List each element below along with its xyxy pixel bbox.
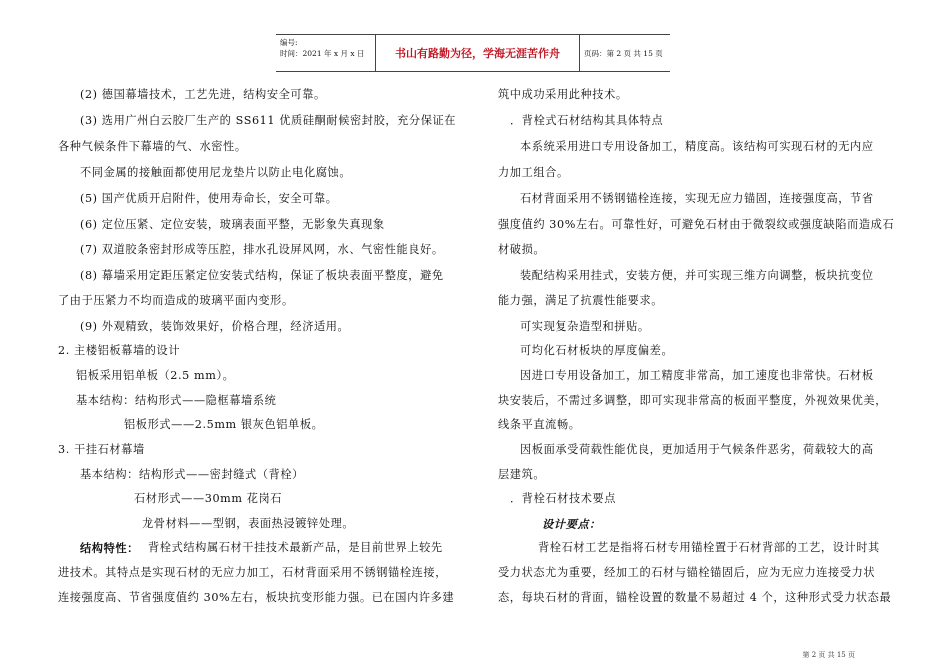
text-line: (3) 选用广州白云胶厂生产的 SS611 优质硅酮耐候密封胶，充分保证在 — [80, 114, 457, 127]
text-line: 能力强，满足了抗震性能要求。 — [498, 294, 664, 307]
text-line: 各种气候条件下幕墙的气、水密性。 — [58, 140, 247, 153]
text-line: 基本结构：结构形式——密封缝式（背栓） — [80, 468, 304, 481]
text-line: (6) 定位压紧、定位安装，玻璃表面平整，无影象失真现象 — [80, 218, 385, 231]
text-line: 石材背面采用不锈钢锚栓连接，实现无应力锚固，连接强度高，节省 — [520, 192, 874, 205]
section-heading: ．背栓式石材结构其具体特点 — [510, 114, 664, 127]
text-line: 因进口专用设备加工，加工精度非常高，加工速度也非常快。石材板 — [520, 369, 874, 382]
text-line: 强度值约 30%左右。可靠性好，可避免石材由于微裂纹或强度缺陷而造成石 — [498, 218, 895, 231]
text-line: (9) 外观精致，装饰效果好，价格合理，经济适用。 — [80, 320, 350, 333]
text-line: 受力状态尤为重要，经加工的石材与锚栓锚固后，应为无应力连接受力状 — [498, 566, 876, 579]
text-line: 龙骨材料——型钢，表面热浸镀锌处理。 — [142, 517, 355, 530]
text-line: (2) 德国幕墙技术，工艺先进，结构安全可靠。 — [80, 88, 326, 101]
text-line: 块安装后，不需过多调整，即可实现非常高的板面平整度，外视效果优美， — [498, 394, 887, 407]
text-line: 可均化石材板块的厚度偏差。 — [520, 344, 674, 357]
header-meta — [276, 35, 376, 71]
text-line: 不同金属的接触面都使用尼龙垫片以防止电化腐蚀。 — [80, 166, 352, 179]
text-line: 了由于压紧力不均而造成的玻璃平面内变形。 — [58, 294, 294, 307]
text-line: (5) 国产优质开启附件，使用寿命长，安全可靠。 — [80, 192, 338, 205]
header-page: 页码：第 2 页 共 15 页 — [584, 48, 663, 58]
text-line: 石材形式——30mm 花岗石 — [134, 492, 283, 505]
design-points-label: 设计要点： — [542, 517, 601, 531]
text-line: 筑中成功采用此种技术。 — [498, 88, 628, 101]
text-line: 材破损。 — [498, 243, 546, 256]
text-line: 基本结构：结构形式——隐框幕墙系统 — [76, 394, 277, 407]
text-line: (8) 幕墙采用定距压紧定位安装式结构，保证了板块表面平整度，避免 — [80, 269, 444, 282]
text-line: 铝板形式——2.5mm 银灰色铝单板。 — [124, 418, 324, 431]
header-time: 时间：2021 年 x 月 x 日 — [280, 49, 365, 58]
text-line: 背栓式结构属石材干挂技术最新产品，是目前世界上较先 — [148, 541, 443, 554]
text-line: 本系统采用进口专用设备加工，精度高。该结构可实现石材的无内应 — [520, 140, 874, 153]
section-heading: 2. 主楼铝板幕墙的设计 — [58, 344, 181, 357]
text-line: 层建筑。 — [498, 468, 546, 481]
text-line: 装配结构采用挂式，安装方便，并可实现三维方向调整，板块抗变位 — [520, 269, 874, 282]
text-line: 可实现复杂造型和拼贴。 — [520, 320, 650, 333]
text-line: 进技术。其特点是实现石材的无应力加工，石材背面采用不锈钢锚栓连接， — [58, 566, 447, 579]
text-line: 态，每块石材的背面，锚栓设置的数量不易超过 4 个，这种形式受力状态最 — [498, 591, 892, 604]
text-line: 力加工组合。 — [498, 166, 569, 179]
text-line: 背栓石材工艺是指将石材专用锚栓置于石材背部的工艺，设计时其 — [538, 541, 880, 554]
text-line: 线条平直流畅。 — [498, 418, 581, 431]
text-line: 铝板采用铝单板（2.5 mm）。 — [76, 369, 235, 382]
header-slogan: 书山有路勤为径，学海无涯苦作舟 — [376, 35, 580, 71]
text-line: 因板面承受荷载性能优良，更加适用于气候条件恶劣，荷载较大的高 — [520, 443, 874, 456]
section-heading: 3. 干挂石材幕墙 — [58, 443, 145, 456]
page-header — [276, 34, 670, 72]
header-code: 编号: — [280, 38, 298, 47]
text-line: 连接强度高、节省强度值约 30%左右，板块抗变形能力强。已在国内许多建 — [58, 591, 455, 604]
structure-feature-label: 结构特性： — [80, 541, 139, 555]
text-line: (7) 双道胶条密封形成等压腔，排水孔设屏风网，水、气密性能良好。 — [80, 243, 444, 256]
section-heading: ．背栓石材技术要点 — [510, 492, 617, 505]
page-footer: 第 2 页 共 15 页 — [802, 651, 855, 659]
